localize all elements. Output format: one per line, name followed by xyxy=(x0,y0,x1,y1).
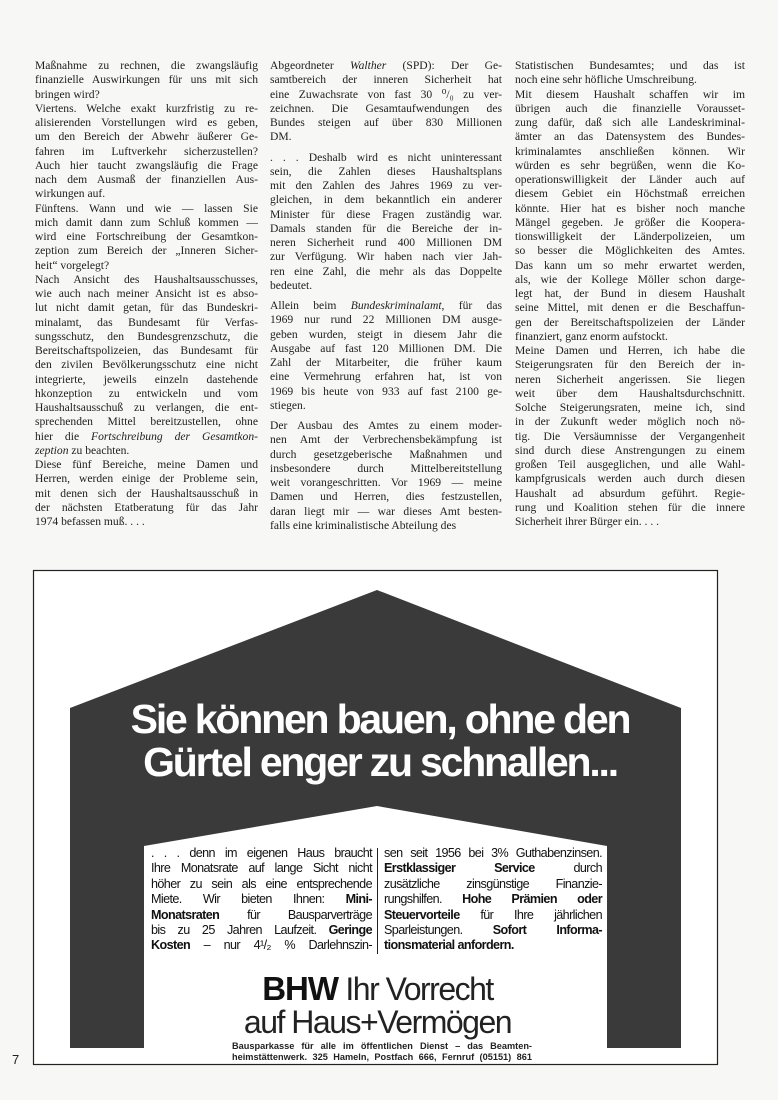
text-line: zeichnen. Die Gesamtaufwendungen des xyxy=(270,101,502,115)
text-line: höher zu sein als eine entsprechende xyxy=(151,876,372,891)
text-line: zusätzliche zinsgünstige Finanzie- xyxy=(384,876,602,891)
text-line: großen Teil ausgeglichen, und alle Wahl- xyxy=(515,458,745,471)
text-line: eine Zuwachsrate von fast 30 ⁰/₀ zu ver- xyxy=(270,87,502,101)
bold-text: Kosten xyxy=(151,938,191,953)
text-line: 1974 befassen muß. . . . xyxy=(35,515,145,528)
text-line: sein, die Zahlen dieses Haushaltsplans xyxy=(270,164,502,178)
text-line: Mängel gegeben. Je größer die Koopera- xyxy=(515,215,745,229)
text-segment: (SPD): Der Ge- xyxy=(386,59,502,72)
text-line xyxy=(384,923,602,938)
text-segment: für Bausparverträge xyxy=(219,907,372,922)
text-segment: zu beachten. xyxy=(68,443,130,457)
text-line: mich damit dann zum Schluß kommen — xyxy=(35,215,258,229)
text-line: Ihre Monatsrate auf lange Sicht nicht xyxy=(151,861,372,876)
text-line: der nächsten Etatberatung für das Jahr xyxy=(35,500,258,514)
text-segment: Sparleistungen. xyxy=(384,923,493,938)
text-line: nen Amt der Verbrechensbekämpfung ist xyxy=(270,433,502,447)
text-line: Haushaltsausschuß zu verlangen, die ent- xyxy=(35,401,258,414)
text-line: als, wie der Kollege Möller schon darge- xyxy=(515,272,745,286)
text-line: finanzielle Auswirkungen für uns mit sich xyxy=(35,73,258,87)
text-line: in der Zukunft weder möglich noch nö- xyxy=(515,415,745,429)
bold-text: tionsmaterial anfordern. xyxy=(384,938,514,953)
text-line: legt hat, der Bund in diesem Haushalt xyxy=(515,287,745,300)
bold-text: Hohe Prämien oder xyxy=(462,892,603,907)
text-line xyxy=(151,908,372,923)
ad-column-divider xyxy=(377,848,378,954)
text-line: 1969 nur rund 22 Millionen DM ausge- xyxy=(270,313,502,327)
text-line: . . . denn im eigenen Haus braucht xyxy=(151,846,372,860)
bold-text: Monatsraten xyxy=(151,907,220,922)
text-segment: , für das xyxy=(441,299,502,312)
italic-text: Bundeskriminalamt xyxy=(350,299,442,312)
text-line xyxy=(384,908,602,923)
text-line: rung und Koalition stehen für die innere xyxy=(515,500,745,514)
text-line: mit denen sich der Haushaltsausschuß in xyxy=(35,486,258,500)
text-line: kriminalamtes anschließen können. Wir xyxy=(515,144,745,158)
text-line: Fünftens. Wann und wie — lassen Sie xyxy=(35,201,258,215)
text-line: Minister für diese Fragen zuständig war. xyxy=(270,207,502,221)
text-line: tionswilligkeit der Länderpolizeien, um xyxy=(515,230,745,243)
text-line: Steigerungsraten für den Bereich der in- xyxy=(515,358,745,372)
text-line: daran liegt mir — war dieses Amt besten- xyxy=(270,504,502,518)
text-line xyxy=(384,861,602,876)
text-segment: Allein beim xyxy=(270,299,351,312)
text-line: würden es sehr begrüßen, wenn die Ko- xyxy=(515,158,745,172)
text-line: DM. xyxy=(270,130,292,144)
text-line: Das kann um so mehr erwartet werden, xyxy=(515,258,745,272)
text-segment: – nur 4¹/₂ % Darlehnszin- xyxy=(190,938,372,953)
text-line xyxy=(151,892,372,907)
text-line: sind durch diese Anstrengungen zu einem xyxy=(515,443,745,457)
text-line: könnte. Hier hat es bisher noch manche xyxy=(515,201,745,215)
text-line: Nach Ansicht des Haushaltsausschusses, xyxy=(35,272,258,286)
text-line xyxy=(151,923,372,938)
text-line: wie auch nach meiner Ansicht ist es abso- xyxy=(35,287,258,300)
text-line: Haushalt ad absurdum geführt. Regie- xyxy=(515,486,745,500)
text-line: seine Mittel, mit denen er die Beschaffun- xyxy=(515,301,745,315)
text-line: übrigen auch die finanzielle Vorausset- xyxy=(515,101,745,115)
text-line: sprechenden Mittel bereitzustellen, ohne xyxy=(35,415,258,429)
text-line: kampfgrusicals werden auch durch diesen xyxy=(515,472,745,486)
text-line: Der Ausbau des Amtes zu einem moder- xyxy=(270,419,502,432)
text-line: gleichen, in dem bekanntlich ein anderer xyxy=(270,193,502,207)
text-line: so besser die Möglichkeiten des Amtes. xyxy=(515,244,745,258)
text-segment: durch xyxy=(534,861,603,876)
bold-text: Erstklassiger Service xyxy=(384,861,535,876)
bold-text: Mini- xyxy=(345,892,372,907)
text-line: Ausgabe auf fast 120 Millionen DM. Die xyxy=(270,341,502,355)
text-line: Herren, werden einige der Probleme sein, xyxy=(35,472,258,486)
text-line: bedeutet. xyxy=(270,278,313,292)
text-line: minalamt, das Bundesamt für Verfas- xyxy=(35,315,258,329)
italic-text: zeption xyxy=(35,443,69,457)
text-line: zur Verfügung. Wir haben nach vier Jah- xyxy=(270,250,502,264)
ad-footer-address xyxy=(232,1041,532,1063)
logo-slogan-line-1: Ihr Vorrecht xyxy=(345,971,493,1007)
text-line: stiegen. xyxy=(270,398,306,412)
text-line: operationswilligkeit der Länder auch auf xyxy=(515,173,745,186)
text-line: mit den Zahlen des Jahres 1969 zu ver- xyxy=(270,179,502,192)
text-line: wirkungen auf. xyxy=(35,187,106,201)
text-line: noch eine sehr höfliche Umschreibung. xyxy=(515,73,697,87)
text-line: neren Sicherheit rund 400 Millionen DM xyxy=(270,236,502,249)
text-line: weit über dem Haushaltsdurchschnitt. xyxy=(515,386,745,400)
text-segment: hier die xyxy=(35,429,91,443)
text-line: finanziert, ganz enorm aufstockt. xyxy=(515,329,668,343)
text-line: eine Vermehrung erfahren hat, ist von xyxy=(270,370,502,384)
text-line: . . . Deshalb wird es nicht uninteressant xyxy=(270,150,502,164)
text-line: hkonzeption zu entwickeln und vom xyxy=(35,386,258,400)
text-line: neren Sicherheit angerissen. Sie liegen xyxy=(515,372,745,386)
text-line: Meine Damen und Herren, ich habe die xyxy=(515,344,745,357)
text-segment: bis zu 25 Jahren Laufzeit. xyxy=(151,923,329,938)
text-line: Bausparkasse für alle im öffentlichen Dienst – das Beamten- xyxy=(232,1041,532,1051)
text-line: fahren im Luftverkehr sicherzustellen? xyxy=(35,144,258,158)
text-line: Sicherheit ihrer Bürger ein. . . . xyxy=(515,515,660,528)
text-line: geben wurden, steigt in diesem Jahr die xyxy=(270,327,502,341)
text-segment: Abgeordneter xyxy=(270,59,350,72)
text-line: nach dem Ausmaß der finanziellen Aus- xyxy=(35,173,258,186)
ad-headline-line-2: Gürtel enger zu schnallen... xyxy=(143,739,617,785)
bold-text: Steuervorteile xyxy=(384,907,460,922)
text-segment: Miete. Wir bieten Ihnen: xyxy=(151,892,346,907)
text-line: um den Bereich der Abwehr äußerer Ge- xyxy=(35,130,258,144)
text-line: Diese fünf Bereiche, meine Damen und xyxy=(35,458,258,471)
text-line xyxy=(384,938,602,953)
text-line: Mit diesem Haushalt schaffen wir im xyxy=(515,87,745,101)
bhw-logo xyxy=(180,972,575,1039)
bold-text: Sofort Informa- xyxy=(492,923,602,938)
text-line: Viertens. Welche exakt kurzfristig zu re- xyxy=(35,101,258,115)
ad-body-left xyxy=(151,846,372,954)
text-line: heimstättenwerk. 325 Hameln, Postfach 666, Fernruf (05151) 861 xyxy=(232,1052,532,1062)
text-line: Statistischen Bundesamtes; und das ist xyxy=(515,59,745,72)
ad-headline-line-1: Sie können bauen, ohne den xyxy=(130,696,630,742)
text-line: Solche Steigerungsraten, meine ich, sind xyxy=(515,401,745,414)
text-line: falls eine kriminalistische Abteilung des xyxy=(270,518,457,532)
italic-text: Fortschreibung der Gesamtkon- xyxy=(91,429,258,443)
text-line: weit vorangeschritten. Vor 1969 — meine xyxy=(270,476,502,489)
logo-slogan-line-2: auf Haus+Vermögen xyxy=(243,1004,512,1040)
text-line: gen der Bereitschaftspolizeien der Länder xyxy=(515,315,745,329)
text-line: heit“ vorgelegt? xyxy=(35,258,110,272)
text-line: integrierte, jeweils einzeln dastehende xyxy=(35,372,258,386)
text-line: Auch hier taucht zwangsläufig die Frage xyxy=(35,158,258,172)
text-line: wird eine Fortschreibung der Gesamtkon- xyxy=(35,230,258,243)
text-line xyxy=(151,938,372,953)
bold-text: Geringe xyxy=(328,923,372,938)
text-line: 1969 bis heute von 933 auf fast 2100 ge- xyxy=(270,384,502,398)
text-line: ämter an das Datensystem des Bundes- xyxy=(515,130,745,144)
text-line xyxy=(384,892,602,907)
text-line: lut nicht damit getan, für das Bundeskri- xyxy=(35,301,258,315)
text-line: zung dafür, daß sich alle Landeskriminal- xyxy=(515,116,745,129)
text-line: samtbereich der inneren Sicherheit hat xyxy=(270,73,502,87)
page-number: 7 xyxy=(12,1052,20,1067)
text-segment: rungshilfen. xyxy=(384,892,463,907)
text-segment: für Ihre jährlichen xyxy=(459,907,602,922)
text-line: ren eine Zahl, die mehr als das Doppelte xyxy=(270,264,502,278)
text-line: sen seit 1956 bei 3% Guthabenzinsen. xyxy=(384,846,602,860)
text-line: durch gesetzgeberische Maßnahmen und xyxy=(270,447,502,461)
text-line: Maßnahme zu rechnen, die zwangsläufig xyxy=(35,59,258,72)
text-line: sungsschutz, den Bundesgrenzschutz, die xyxy=(35,329,258,343)
text-line: Bereitschaftspolizeien, das Bundesamt für xyxy=(35,344,258,357)
text-line: tig. Die Versäumnisse der Vergangenheit xyxy=(515,429,745,443)
text-line: Zahl der Mitarbeiter, die früher kaum xyxy=(270,356,502,369)
text-line: zeption zum Bereich der „Inneren Sicher- xyxy=(35,244,258,258)
text-line: diesem Gebiet ein Höchstmaß erreichen xyxy=(515,187,745,201)
text-line: Damals standen für die Bereiche der in- xyxy=(270,221,502,235)
text-line: Bundes steigen auf über 830 Millionen xyxy=(270,116,502,129)
text-line: bringen wird? xyxy=(35,87,100,101)
italic-text: Walther xyxy=(349,59,387,72)
text-line: Damen und Herren, dies festzustellen, xyxy=(270,490,502,504)
logo-brand: BHW xyxy=(262,970,338,1007)
ad-body-right xyxy=(384,846,602,954)
text-line: insbesondere durch Mittelbereitstellung xyxy=(270,461,502,475)
text-line: alisierenden Vorstellungen wird es geben, xyxy=(35,116,258,129)
text-line: den zivilen Bevölkerungsschutz eine nicht xyxy=(35,358,258,372)
ad-headline xyxy=(50,698,710,784)
